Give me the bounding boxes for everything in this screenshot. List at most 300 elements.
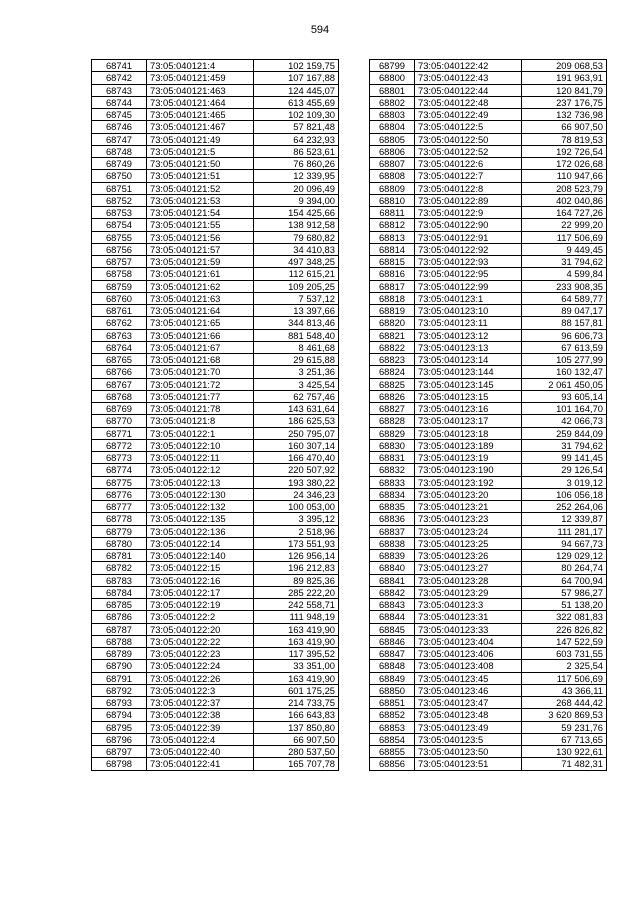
row-number: 68813: [370, 231, 415, 243]
row-number: 68838: [370, 537, 415, 549]
cadastral-value: 208 523,79: [522, 182, 607, 194]
cadastral-number: 73:05:040122:43: [415, 72, 522, 84]
cadastral-number: 73:05:040123:144: [415, 366, 522, 378]
row-number: 68855: [370, 746, 415, 758]
cadastral-value: 101 164,70: [522, 403, 607, 415]
table-row: [92, 439, 339, 451]
cadastral-value: 64 700,94: [522, 574, 607, 586]
cadastral-value: 57 986,27: [522, 586, 607, 598]
table-row: [370, 256, 607, 268]
cadastral-number: 73:05:040122:20: [147, 623, 254, 635]
table-row: [92, 72, 339, 84]
cadastral-value: 67 713,65: [522, 733, 607, 745]
table-row: [92, 586, 339, 598]
table-row: [370, 439, 607, 451]
cadastral-number: 73:05:040122:99: [415, 280, 522, 292]
row-number: 68763: [92, 329, 147, 341]
cadastral-value: 193 380,22: [254, 476, 339, 488]
cadastral-number: 73:05:040123:11: [415, 317, 522, 329]
cadastral-number: 73:05:040121:54: [147, 207, 254, 219]
cadastral-table-left: [91, 59, 339, 771]
cadastral-number: 73:05:040121:67: [147, 341, 254, 353]
row-number: 68841: [370, 574, 415, 586]
cadastral-value: 13 397,66: [254, 305, 339, 317]
row-number: 68791: [92, 672, 147, 684]
table-row: [370, 219, 607, 231]
cadastral-value: 106 056,18: [522, 488, 607, 500]
cadastral-number: 73:05:040123:14: [415, 354, 522, 366]
table-row: [92, 390, 339, 402]
cadastral-number: 73:05:040122:95: [415, 268, 522, 280]
cadastral-number: 73:05:040122:140: [147, 550, 254, 562]
table-row: [370, 672, 607, 684]
row-number: 68826: [370, 390, 415, 402]
cadastral-value: 93 605,14: [522, 390, 607, 402]
row-number: 68824: [370, 366, 415, 378]
row-number: 68797: [92, 746, 147, 758]
cadastral-value: 613 455,69: [254, 96, 339, 108]
cadastral-number: 73:05:040122:1: [147, 427, 254, 439]
row-number: 68780: [92, 537, 147, 549]
table-row: [370, 452, 607, 464]
table-row: [370, 145, 607, 157]
row-number: 68840: [370, 562, 415, 574]
cadastral-value: 110 947,66: [522, 170, 607, 182]
row-number: 68806: [370, 145, 415, 157]
row-number: 68777: [92, 501, 147, 513]
row-number: 68809: [370, 182, 415, 194]
table-row: [370, 415, 607, 427]
cadastral-number: 73:05:040122:48: [415, 96, 522, 108]
cadastral-value: 59 231,76: [522, 721, 607, 733]
cadastral-value: 192 726,54: [522, 145, 607, 157]
cadastral-number: 73:05:040121:50: [147, 158, 254, 170]
row-number: 68825: [370, 378, 415, 390]
row-number: 68846: [370, 635, 415, 647]
cadastral-value: 89 047,17: [522, 305, 607, 317]
table-row: [370, 133, 607, 145]
cadastral-number: 73:05:040123:25: [415, 537, 522, 549]
cadastral-value: 3 425,54: [254, 378, 339, 390]
table-row: [370, 501, 607, 513]
cadastral-number: 73:05:040122:17: [147, 586, 254, 598]
table-row: [92, 121, 339, 133]
cadastral-value: 64 232,93: [254, 133, 339, 145]
cadastral-value: 2 061 450,05: [522, 378, 607, 390]
cadastral-value: 126 956,14: [254, 550, 339, 562]
row-number: 68843: [370, 599, 415, 611]
table-row: [370, 611, 607, 623]
row-number: 68811: [370, 207, 415, 219]
cadastral-number: 73:05:040122:3: [147, 684, 254, 696]
row-number: 68815: [370, 256, 415, 268]
cadastral-number: 73:05:040121:72: [147, 378, 254, 390]
table-row: [92, 635, 339, 647]
cadastral-number: 73:05:040122:7: [415, 170, 522, 182]
cadastral-number: 73:05:040123:190: [415, 464, 522, 476]
cadastral-number: 73:05:040122:15: [147, 562, 254, 574]
table-row: [92, 207, 339, 219]
cadastral-value: 86 523,61: [254, 145, 339, 157]
cadastral-number: 73:05:040122:10: [147, 439, 254, 451]
row-number: 68795: [92, 721, 147, 733]
cadastral-value: 163 419,90: [254, 672, 339, 684]
cadastral-number: 73:05:040122:24: [147, 660, 254, 672]
row-number: 68852: [370, 709, 415, 721]
row-number: 68848: [370, 660, 415, 672]
cadastral-value: 20 096,49: [254, 182, 339, 194]
table-row: [370, 280, 607, 292]
cadastral-value: 111 948,19: [254, 611, 339, 623]
cadastral-value: 24 346,23: [254, 488, 339, 500]
row-number: 68849: [370, 672, 415, 684]
row-number: 68749: [92, 158, 147, 170]
table-row: [92, 476, 339, 488]
row-number: 68799: [370, 60, 415, 72]
cadastral-table-right: [369, 59, 607, 771]
cadastral-number: 73:05:040121:61: [147, 268, 254, 280]
cadastral-value: 130 922,61: [522, 746, 607, 758]
cadastral-value: 214 733,75: [254, 697, 339, 709]
table-row: [370, 96, 607, 108]
row-number: 68769: [92, 403, 147, 415]
row-number: 68781: [92, 550, 147, 562]
table-row: [370, 660, 607, 672]
table-row: [92, 427, 339, 439]
cadastral-number: 73:05:040123:404: [415, 635, 522, 647]
table-row: [370, 329, 607, 341]
cadastral-number: 73:05:040122:9: [415, 207, 522, 219]
cadastral-number: 73:05:040123:26: [415, 550, 522, 562]
cadastral-value: 57 821,48: [254, 121, 339, 133]
cadastral-number: 73:05:040123:31: [415, 611, 522, 623]
cadastral-number: 73:05:040121:53: [147, 194, 254, 206]
cadastral-number: 73:05:040122:89: [415, 194, 522, 206]
row-number: 68778: [92, 513, 147, 525]
row-number: 68758: [92, 268, 147, 280]
cadastral-number: 73:05:040123:3: [415, 599, 522, 611]
row-number: 68764: [92, 341, 147, 353]
cadastral-number: 73:05:040122:12: [147, 464, 254, 476]
cadastral-value: 66 907,50: [522, 121, 607, 133]
table-row: [370, 194, 607, 206]
cadastral-value: 79 680,82: [254, 231, 339, 243]
row-number: 68760: [92, 292, 147, 304]
cadastral-value: 12 339,87: [522, 513, 607, 525]
cadastral-number: 73:05:040123:1: [415, 292, 522, 304]
cadastral-value: 3 019,12: [522, 476, 607, 488]
cadastral-value: 102 109,30: [254, 109, 339, 121]
row-number: 68818: [370, 292, 415, 304]
cadastral-value: 120 841,79: [522, 84, 607, 96]
table-row: [370, 72, 607, 84]
table-row: [370, 109, 607, 121]
table-row: [92, 96, 339, 108]
table-row: [370, 341, 607, 353]
cadastral-number: 73:05:040123:28: [415, 574, 522, 586]
row-number: 68805: [370, 133, 415, 145]
table-row: [370, 733, 607, 745]
row-number: 68789: [92, 648, 147, 660]
cadastral-value: 137 850,80: [254, 721, 339, 733]
table-row: [370, 635, 607, 647]
row-number: 68792: [92, 684, 147, 696]
table-row: [92, 709, 339, 721]
cadastral-value: 2 518,96: [254, 525, 339, 537]
table-row: [92, 758, 339, 770]
cadastral-value: 344 813,46: [254, 317, 339, 329]
row-number: 68821: [370, 329, 415, 341]
row-number: 68754: [92, 219, 147, 231]
row-number: 68807: [370, 158, 415, 170]
cadastral-value: 881 548,40: [254, 329, 339, 341]
cadastral-value: 250 795,07: [254, 427, 339, 439]
table-row: [92, 231, 339, 243]
row-number: 68839: [370, 550, 415, 562]
cadastral-value: 71 482,31: [522, 758, 607, 770]
cadastral-value: 31 794,62: [522, 439, 607, 451]
row-number: 68765: [92, 354, 147, 366]
cadastral-value: 29 615,88: [254, 354, 339, 366]
table-row: [370, 354, 607, 366]
cadastral-value: 220 507,92: [254, 464, 339, 476]
cadastral-value: 117 506,69: [522, 231, 607, 243]
cadastral-value: 237 176,75: [522, 96, 607, 108]
table-row: [370, 746, 607, 758]
cadastral-number: 73:05:040122:50: [415, 133, 522, 145]
row-number: 68836: [370, 513, 415, 525]
table-row: [92, 256, 339, 268]
row-number: 68741: [92, 60, 147, 72]
cadastral-value: 226 826,82: [522, 623, 607, 635]
cadastral-number: 73:05:040122:93: [415, 256, 522, 268]
cadastral-value: 64 589,77: [522, 292, 607, 304]
cadastral-number: 73:05:040122:4: [147, 733, 254, 745]
cadastral-number: 73:05:040123:29: [415, 586, 522, 598]
cadastral-number: 73:05:040121:78: [147, 403, 254, 415]
cadastral-number: 73:05:040121:70: [147, 366, 254, 378]
cadastral-value: 62 757,46: [254, 390, 339, 402]
row-number: 68833: [370, 476, 415, 488]
table-row: [370, 427, 607, 439]
row-number: 68766: [92, 366, 147, 378]
row-number: 68785: [92, 599, 147, 611]
cadastral-number: 73:05:040122:130: [147, 488, 254, 500]
cadastral-number: 73:05:040123:33: [415, 623, 522, 635]
row-number: 68744: [92, 96, 147, 108]
table-row: [92, 194, 339, 206]
cadastral-value: 242 558,71: [254, 599, 339, 611]
table-row: [370, 317, 607, 329]
table-row: [92, 305, 339, 317]
cadastral-value: 88 157,81: [522, 317, 607, 329]
table-row: [92, 182, 339, 194]
row-number: 68853: [370, 721, 415, 733]
cadastral-value: 33 351,00: [254, 660, 339, 672]
cadastral-value: 166 470,40: [254, 452, 339, 464]
cadastral-number: 73:05:040123:20: [415, 488, 522, 500]
table-row: [92, 611, 339, 623]
cadastral-value: 280 537,50: [254, 746, 339, 758]
cadastral-value: 29 126,54: [522, 464, 607, 476]
table-row: [92, 170, 339, 182]
row-number: 68743: [92, 84, 147, 96]
cadastral-value: 138 912,58: [254, 219, 339, 231]
row-number: 68770: [92, 415, 147, 427]
cadastral-number: 73:05:040122:132: [147, 501, 254, 513]
cadastral-value: 143 631,64: [254, 403, 339, 415]
cadastral-value: 322 081,83: [522, 611, 607, 623]
cadastral-number: 73:05:040122:19: [147, 599, 254, 611]
table-row: [370, 476, 607, 488]
row-number: 68822: [370, 341, 415, 353]
row-number: 68759: [92, 280, 147, 292]
cadastral-number: 73:05:040122:23: [147, 648, 254, 660]
cadastral-value: 603 731,55: [522, 648, 607, 660]
cadastral-number: 73:05:040122:2: [147, 611, 254, 623]
table-row: [92, 672, 339, 684]
table-row: [370, 390, 607, 402]
table-row: [92, 746, 339, 758]
row-number: 68812: [370, 219, 415, 231]
cadastral-number: 73:05:040123:18: [415, 427, 522, 439]
cadastral-number: 73:05:040122:135: [147, 513, 254, 525]
cadastral-value: 497 348,25: [254, 256, 339, 268]
cadastral-number: 73:05:040121:57: [147, 243, 254, 255]
cadastral-number: 73:05:040121:464: [147, 96, 254, 108]
row-number: 68854: [370, 733, 415, 745]
row-number: 68832: [370, 464, 415, 476]
cadastral-value: 3 395,12: [254, 513, 339, 525]
row-number: 68783: [92, 574, 147, 586]
table-row: [92, 133, 339, 145]
cadastral-value: 129 029,12: [522, 550, 607, 562]
row-number: 68808: [370, 170, 415, 182]
cadastral-number: 73:05:040121:49: [147, 133, 254, 145]
cadastral-number: 73:05:040122:37: [147, 697, 254, 709]
row-number: 68828: [370, 415, 415, 427]
table-row: [370, 709, 607, 721]
cadastral-number: 73:05:040123:12: [415, 329, 522, 341]
cadastral-value: 601 175,25: [254, 684, 339, 696]
row-number: 68804: [370, 121, 415, 133]
row-number: 68773: [92, 452, 147, 464]
cadastral-number: 73:05:040122:90: [415, 219, 522, 231]
row-number: 68816: [370, 268, 415, 280]
table-row: [370, 684, 607, 696]
row-number: 68774: [92, 464, 147, 476]
row-number: 68742: [92, 72, 147, 84]
cadastral-value: 111 281,17: [522, 525, 607, 537]
cadastral-value: 132 736,98: [522, 109, 607, 121]
row-number: 68776: [92, 488, 147, 500]
table-row: [370, 758, 607, 770]
cadastral-value: 186 625,53: [254, 415, 339, 427]
cadastral-value: 259 844,09: [522, 427, 607, 439]
cadastral-number: 73:05:040123:51: [415, 758, 522, 770]
table-row: [92, 378, 339, 390]
row-number: 68810: [370, 194, 415, 206]
row-number: 68768: [92, 390, 147, 402]
cadastral-number: 73:05:040123:16: [415, 403, 522, 415]
cadastral-number: 73:05:040121:465: [147, 109, 254, 121]
table-row: [92, 537, 339, 549]
cadastral-number: 73:05:040123:23: [415, 513, 522, 525]
cadastral-number: 73:05:040121:59: [147, 256, 254, 268]
cadastral-value: 12 339,95: [254, 170, 339, 182]
cadastral-number: 73:05:040122:13: [147, 476, 254, 488]
row-number: 68820: [370, 317, 415, 329]
cadastral-number: 73:05:040123:406: [415, 648, 522, 660]
cadastral-value: 124 445,07: [254, 84, 339, 96]
cadastral-value: 117 395,52: [254, 648, 339, 660]
cadastral-number: 73:05:040123:46: [415, 684, 522, 696]
row-number: 68829: [370, 427, 415, 439]
cadastral-value: 402 040,86: [522, 194, 607, 206]
cadastral-number: 73:05:040123:45: [415, 672, 522, 684]
table-row: [370, 648, 607, 660]
cadastral-number: 73:05:040121:8: [147, 415, 254, 427]
row-number: 68784: [92, 586, 147, 598]
row-number: 68814: [370, 243, 415, 255]
row-number: 68767: [92, 378, 147, 390]
cadastral-number: 73:05:040122:40: [147, 746, 254, 758]
table-row: [370, 158, 607, 170]
cadastral-number: 73:05:040123:49: [415, 721, 522, 733]
table-row: [92, 341, 339, 353]
table-row: [370, 537, 607, 549]
cadastral-value: 117 506,69: [522, 672, 607, 684]
cadastral-value: 4 599,84: [522, 268, 607, 280]
table-row: [92, 562, 339, 574]
row-number: 68752: [92, 194, 147, 206]
table-row: [370, 268, 607, 280]
cadastral-number: 73:05:040123:408: [415, 660, 522, 672]
table-row: [92, 292, 339, 304]
table-row: [92, 415, 339, 427]
row-number: 68747: [92, 133, 147, 145]
cadastral-number: 73:05:040122:92: [415, 243, 522, 255]
cadastral-value: 8 461,68: [254, 341, 339, 353]
table-row: [370, 403, 607, 415]
cadastral-number: 73:05:040121:63: [147, 292, 254, 304]
row-number: 68755: [92, 231, 147, 243]
table-row: [92, 525, 339, 537]
cadastral-value: 165 707,78: [254, 758, 339, 770]
table-row: [92, 513, 339, 525]
table-row: [370, 721, 607, 733]
table-row: [92, 280, 339, 292]
row-number: 68801: [370, 84, 415, 96]
table-row: [92, 84, 339, 96]
cadastral-number: 73:05:040121:55: [147, 219, 254, 231]
row-number: 68802: [370, 96, 415, 108]
row-number: 68851: [370, 697, 415, 709]
table-row: [370, 231, 607, 243]
row-number: 68746: [92, 121, 147, 133]
row-number: 68834: [370, 488, 415, 500]
cadastral-value: 99 141,45: [522, 452, 607, 464]
cadastral-value: 2 325,54: [522, 660, 607, 672]
cadastral-value: 3 251,36: [254, 366, 339, 378]
row-number: 68837: [370, 525, 415, 537]
row-number: 68748: [92, 145, 147, 157]
row-number: 68750: [92, 170, 147, 182]
row-number: 68775: [92, 476, 147, 488]
row-number: 68771: [92, 427, 147, 439]
cadastral-number: 73:05:040123:13: [415, 341, 522, 353]
cadastral-number: 73:05:040122:26: [147, 672, 254, 684]
